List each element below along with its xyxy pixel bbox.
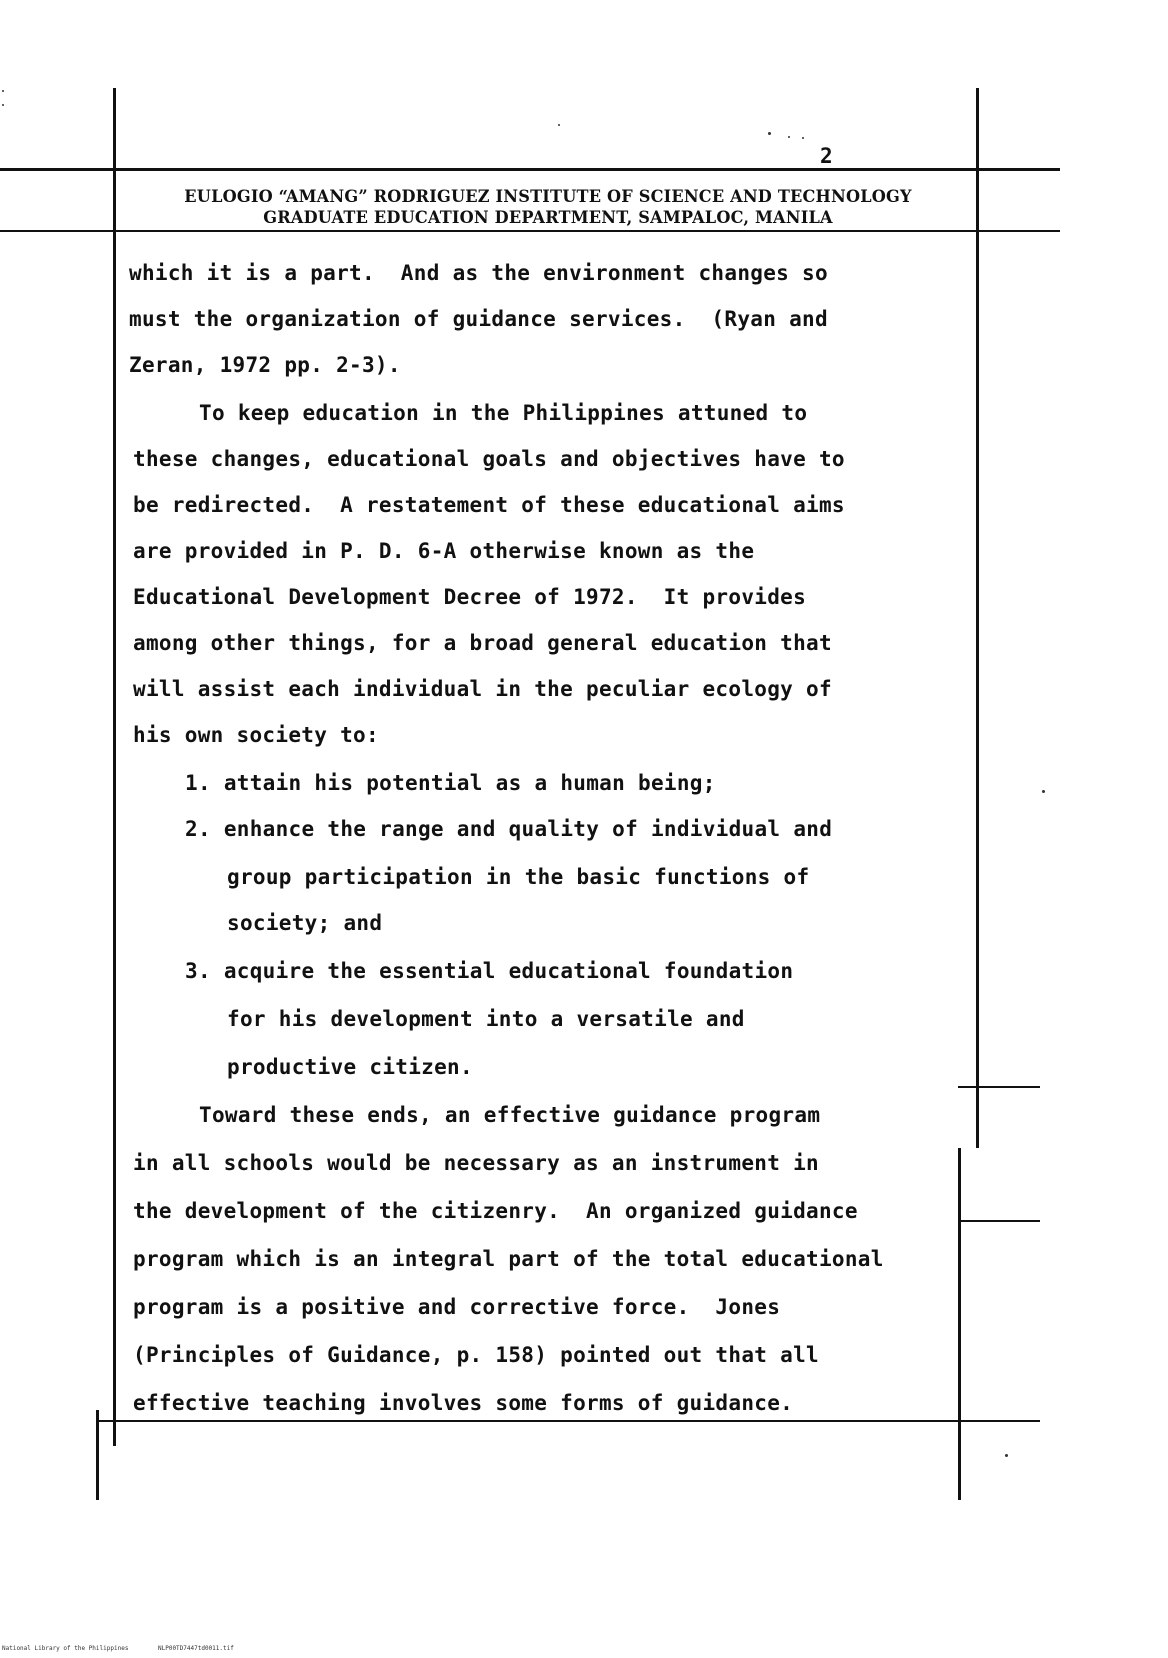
text-line: the development of the citizenry. An organized guidance <box>133 1199 858 1223</box>
text-line: program which is an integral part of the total educational <box>133 1247 884 1271</box>
paragraph-start-line: Toward these ends, an effective guidance program <box>199 1103 821 1127</box>
scan-speck <box>1042 790 1045 793</box>
list-item-3-continuation: for his development into a versatile and <box>227 1007 745 1031</box>
right-tick-rule-2 <box>958 1220 1040 1222</box>
text-line: which it is a part. And as the environment changes so <box>129 261 828 285</box>
list-item-3-continuation: productive citizen. <box>227 1055 473 1079</box>
text-line: Zeran, 1972 pp. 2-3). <box>129 353 401 377</box>
left-margin-rule <box>113 88 116 1446</box>
text-line: among other things, for a broad general education that <box>133 631 832 655</box>
text-line: in all schools would be necessary as an instrument in <box>133 1151 819 1175</box>
list-item-2-continuation: society; and <box>227 911 383 935</box>
header-bottom-rule <box>0 230 1060 232</box>
list-item-2: 2. enhance the range and quality of individual and <box>185 817 833 841</box>
text-line: will assist each individual in the peculiar ecology of <box>133 677 832 701</box>
scan-speck <box>558 124 560 126</box>
institution-name: EULOGIO “AMANG” RODRIGUEZ INSTITUTE OF SCIENCE AND TECHNOLOGY <box>184 187 912 206</box>
text-line: are provided in P. D. 6-A otherwise known as the <box>133 539 755 563</box>
scan-speck <box>2 104 4 106</box>
library-credit: National Library of the Philippines <box>2 1645 129 1652</box>
department-address: GRADUATE EDUCATION DEPARTMENT, SAMPALOC, MANILA <box>263 208 833 227</box>
paragraph-start-line: To keep education in the Philippines attuned to <box>199 401 808 425</box>
list-item-2-continuation: group participation in the basic functions of <box>227 865 810 889</box>
scan-speck <box>788 136 790 138</box>
text-line: must the organization of guidance services. (Ryan and <box>129 307 828 331</box>
text-line: (Principles of Guidance, p. 158) pointed out that all <box>133 1343 819 1367</box>
text-line: program is a positive and corrective force. Jones <box>133 1295 781 1319</box>
footer-rule <box>96 1420 1040 1422</box>
file-id: NLP00TD7447td0011.tif <box>158 1645 234 1652</box>
list-item-1: 1. attain his potential as a human being; <box>185 771 716 795</box>
header-top-rule <box>0 168 1060 171</box>
scan-speck <box>1005 1454 1008 1457</box>
page-number: 2 <box>820 144 833 168</box>
left-margin-rule-lower <box>96 1410 99 1500</box>
text-line: effective teaching involves some forms of guidance. <box>133 1391 794 1415</box>
right-margin-rule-lower <box>958 1148 961 1500</box>
text-line: be redirected. A restatement of these educational aims <box>133 493 845 517</box>
scan-speck <box>802 137 804 139</box>
scan-speck <box>768 132 771 135</box>
text-line: Educational Development Decree of 1972. It provides <box>133 585 807 609</box>
right-margin-rule-upper <box>976 88 979 1148</box>
scan-speck <box>2 90 4 92</box>
right-tick-rule-1 <box>958 1086 1040 1088</box>
text-line: his own society to: <box>133 723 379 747</box>
list-item-3: 3. acquire the essential educational foundation <box>185 959 794 983</box>
text-line: these changes, educational goals and objectives have to <box>133 447 845 471</box>
